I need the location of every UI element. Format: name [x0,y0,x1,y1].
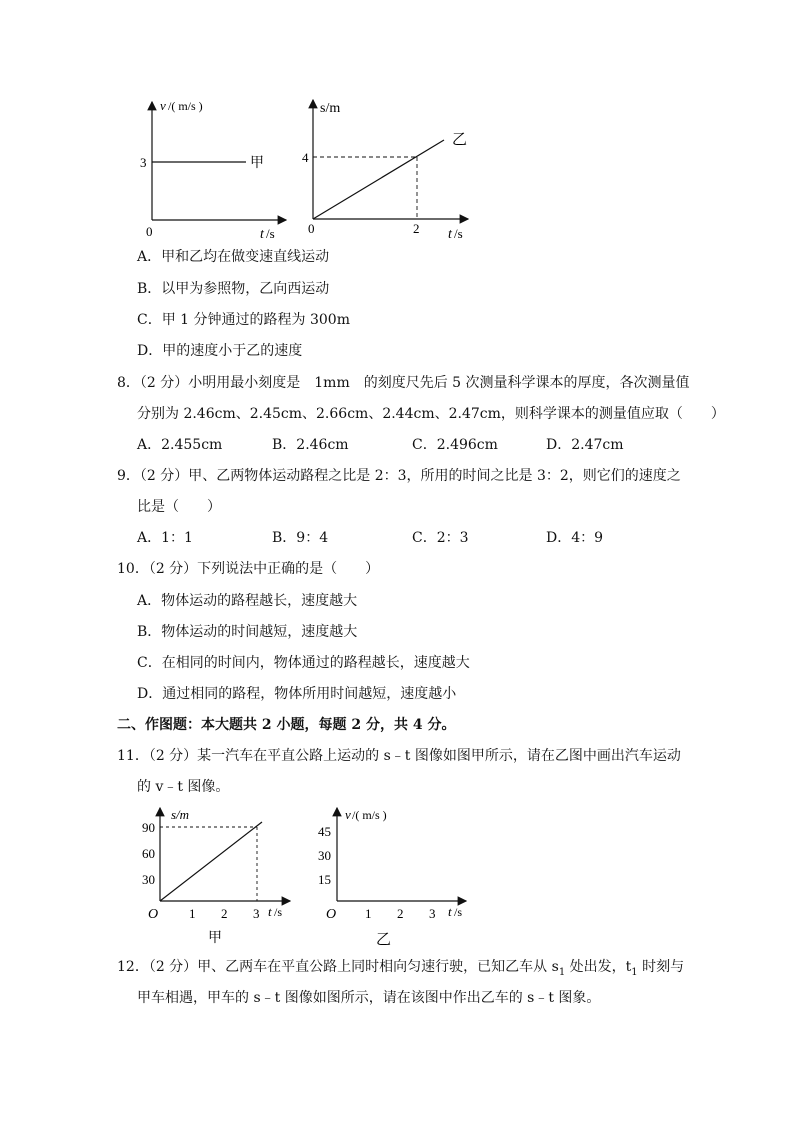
q10-stem: 10．（2 分）下列说法中正确的是（ ） [117,561,380,577]
y-tick-30: 30 [142,872,155,887]
q11-stem-line1: 11．（2 分）某一汽车在平直公路上运动的 s﹣t 图像如图甲所示，请在乙图中画出汽车运动 [117,748,681,764]
x-tick-2: 2 [413,221,420,236]
x-axis-label-t: t [448,227,452,242]
q10-option-b: B．物体运动的时间越短，速度越大 [137,624,358,640]
q8-option-c: C．2.496cm [412,437,498,453]
y-axis-label: s/m [320,101,341,116]
y-axis-label-v: v [160,98,166,113]
q9-option-b: B．9：4 [272,530,329,546]
origin-label: O [148,907,159,922]
q7-option-d: D．甲的速度小于乙的速度 [137,343,303,359]
x-axis-label-t: t [260,227,264,242]
s-t-line [313,140,444,219]
q12-sub-s1: 1 [558,966,566,978]
x-axis-label-t: t [268,904,272,919]
x-axis-label-unit: /s [274,905,283,919]
graph-s-t-yi [298,92,478,242]
section-2-heading: 二、作图题：本大题共 2 小题，每题 2 分，共 4 分。 [117,717,456,733]
y-axis-label-v: v [345,807,351,822]
q7-option-a: A．甲和乙均在做变速直线运动 [137,249,330,265]
q9-stem-line2: 比是（ ） [137,499,221,515]
y-axis-label-unit: /( m/s ) [352,808,387,822]
y-tick-30: 30 [318,848,331,863]
caption-yi: 乙 [376,932,392,948]
q12-stem-line1 [117,957,684,983]
q8-option-b: B．2.46cm [272,437,349,453]
q9-option-a: A．1：1 [137,530,193,546]
y-tick-3: 3 [140,155,147,170]
x-tick-2: 2 [221,906,228,921]
x-tick-3: 3 [253,906,260,921]
q7-option-b: B．以甲为参照物，乙向西运动 [137,281,330,297]
x-axis-label-unit: /s [454,905,463,919]
q9-option-c: C．2：3 [412,530,469,546]
graph-q11-jia [140,802,300,952]
x-axis-label-t: t [448,904,452,919]
caption-jia: 甲 [208,931,222,946]
x-axis-label-unit: /s [454,226,463,241]
y-tick-60: 60 [142,846,155,861]
q12-sub-t1: 1 [631,966,638,978]
x-tick-2: 2 [397,906,404,921]
q8-stem-line2: 分别为 2.46cm、2.45cm、2.66cm、2.44cm、2.47cm，则科学课本的测量值应取（ ） [137,406,725,422]
q12-stem-line2: 甲车相遇，甲车的 s﹣t 图像如图所示，请在该图中作出乙车的 s﹣t 图象。 [137,990,601,1006]
q8-option-a: A．2.455cm [137,437,223,453]
q12-text-b: 处出发，t [565,959,632,975]
y-tick-45: 45 [318,824,331,839]
q8-option-d: D．2.47cm [546,437,624,453]
q9-stem-line1: 9．（2 分）甲、乙两物体运动路程之比是 2：3，所用的时间之比是 3：2，则它们的速度之 [117,468,681,484]
q10-option-d: D．通过相同的路程，物体所用时间越短，速度越小 [137,686,457,702]
graph-v-t-jia [136,92,296,242]
y-axis-label-unit: /( m/s ) [168,99,203,113]
q10-option-a: A．物体运动的路程越长，速度越大 [137,593,358,609]
y-axis-label: s/m [171,807,190,822]
q12-text-a: 12．（2 分）甲、乙两车在平直公路上同时相向匀速行驶，已知乙车从 s [117,959,559,975]
origin-label: 0 [308,221,315,236]
y-tick-90: 90 [142,820,155,835]
q11-stem-line2: 的 v﹣t 图像。 [137,779,230,795]
origin-label: O [326,907,337,922]
origin-label: 0 [146,224,153,239]
x-tick-1: 1 [189,906,196,921]
graph-q11-yi [310,802,480,952]
q10-option-c: C．在相同的时间内，物体通过的路程越长，速度越大 [137,655,470,671]
q9-option-d: D．4：9 [546,530,604,546]
y-tick-15: 15 [318,872,331,887]
s-t-line [160,822,262,901]
x-axis-label-unit: /s [266,226,275,241]
series-label-jia: 甲 [250,156,264,171]
y-tick-4: 4 [302,150,309,165]
q7-option-c: C．甲 1 分钟通过的路程为 300m [137,312,350,328]
series-label-yi: 乙 [452,132,468,148]
x-tick-1: 1 [365,906,372,921]
q12-text-c: 时刻与 [637,959,685,975]
q8-stem-line1: 8．（2 分）小明用最小刻度是 1mm 的刻度尺先后 5 次测量科学课本的厚度，各次测量值 [117,375,690,391]
x-tick-3: 3 [429,906,436,921]
